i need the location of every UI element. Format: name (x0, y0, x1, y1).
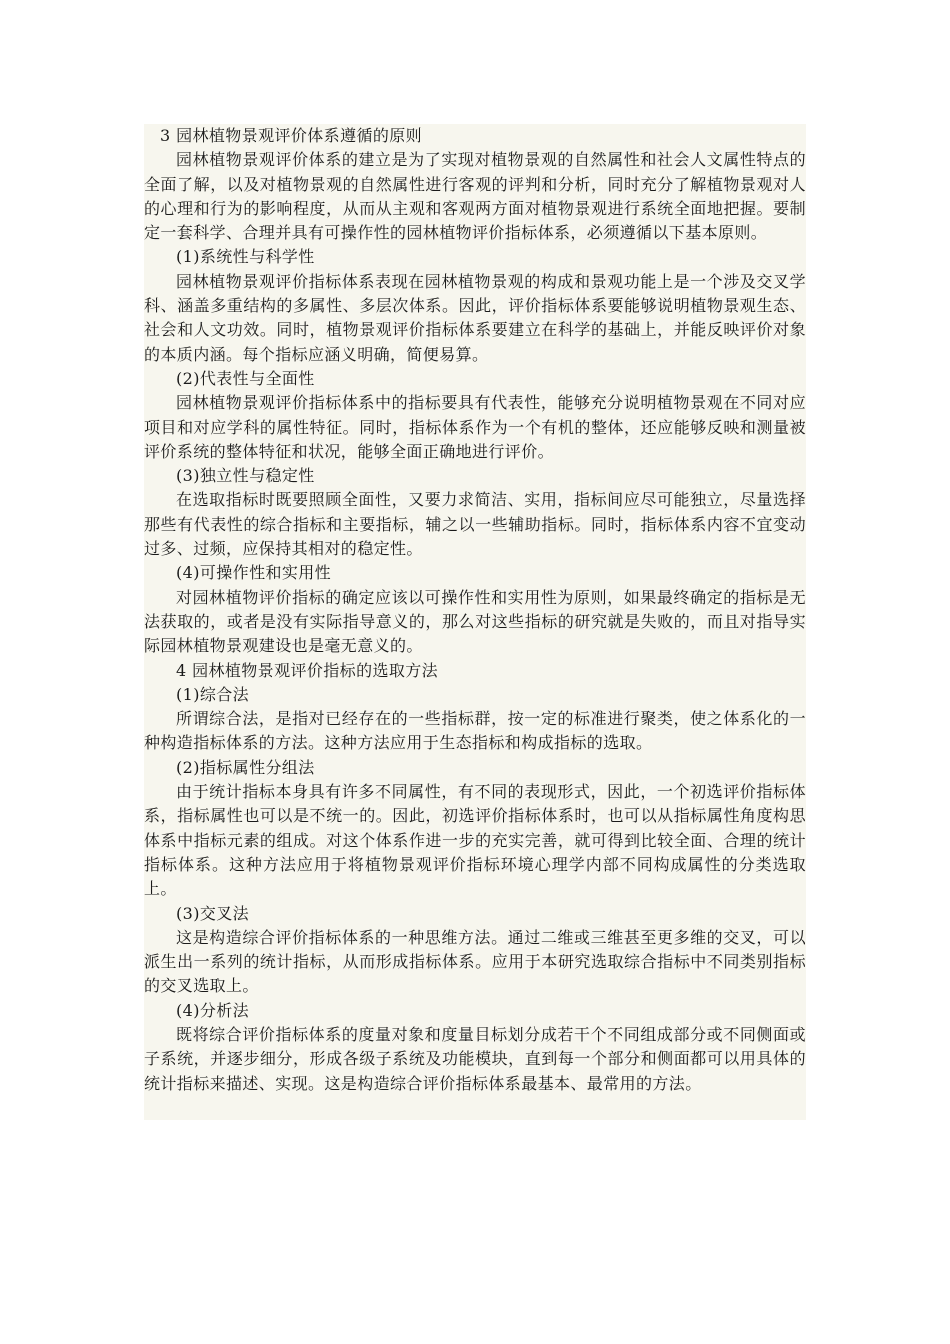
paragraph: 所谓综合法，是指对已经存在的一些指标群，按一定的标准进行聚类，使之体系化的一种构造指标体系的方法。这种方法应用于生态指标和构成指标的选取。 (144, 709, 806, 753)
paragraph: 园林植物景观评价体系的建立是为了实现对植物景观的自然属性和社会人文属性特点的全面了解，以及对植物景观的自然属性进行客观的评判和分析，同时充分了解植物景观对人的心理和行为的影响程度，从而从主观和客观两方面对植物景观进行系统全面地把握。要制定一套科学、合理并具有可操作性的园林植物评价指标体系，必须遵循以下基本原则。 (144, 150, 806, 243)
subsection-heading: (1)系统性与科学性 (176, 247, 315, 267)
subsection-heading: (2)代表性与全面性 (176, 368, 315, 388)
paragraph: 这是构造综合评价指标体系的一种思维方法。通过二维或三维甚至更多维的交叉，可以派生出一系列的统计指标，从而形成指标体系。应用于本研究选取综合指标中不同类别指标的交叉选取上。 (144, 927, 806, 996)
paragraph: 在选取指标时既要照顾全面性，又要力求简洁、实用，指标间应尽可能独立，尽量选择那些有代表性的综合指标和主要指标，辅之以一些辅助指标。同时，指标体系内容不宜变动过多、过频，应保持其相对的稳定性。 (144, 490, 806, 559)
section-heading-3: 3 园林植物景观评价体系遵循的原则 (160, 126, 423, 145)
paragraph: 对园林植物评价指标的确定应该以可操作性和实用性为原则，如果最终确定的指标是无法获取的，或者是没有实际指导意义的，那么对这些指标的研究就是失败的，而且对指导实际园林植物景观建设也是毫无意义的。 (144, 587, 806, 656)
paragraph: 园林植物景观评价指标体系中的指标要具有代表性，能够充分说明植物景观在不同对应项目和对应学科的属性特征。同时，指标体系作为一个有机的整体，还应能够反映和测量被评价系统的整体特征和状况，能够全面正确地进行评价。 (144, 393, 806, 461)
document-page (144, 124, 806, 1120)
section-heading-4: 4 园林植物景观评价指标的选取方法 (176, 660, 439, 680)
subsection-heading: (3)交叉法 (176, 903, 250, 923)
subsection-heading: (4)可操作性和实用性 (176, 563, 332, 583)
paragraph: 既将综合评价指标体系的度量对象和度量目标划分成若干个不同组成部分或不同侧面或子系统，并逐步细分，形成各级子系统及功能模块，直到每一个部分和侧面都可以用具体的统计指标来描述、实现。这是构造综合评价指标体系最基本、最常用的方法。 (144, 1024, 806, 1093)
paragraph: 园林植物景观评价指标体系表现在园林植物景观的构成和景观功能上是一个涉及交叉学科、涵盖多重结构的多属性、多层次体系。因此，评价指标体系要能够说明植物景观生态、社会和人文功效。同时，植物景观评价指标体系要建立在科学的基础上，并能反映评价对象的本质内涵。每个指标应涵义明确，简便易算。 (144, 271, 806, 364)
paragraph: 由于统计指标本身具有许多不同属性，有不同的表现形式，因此，一个初选评价指标体系，指标属性也可以是不统一的。因此，初选评价指标体系时，也可以从指标属性角度构思体系中指标元素的组成。对这个体系作进一步的充实完善，就可得到比较全面、合理的统计指标体系。这种方法应用于将植物景观评价指标环境心理学内部不同构成属性的分类选取上。 (144, 782, 806, 899)
subsection-heading: (3)独立性与稳定性 (176, 466, 315, 486)
subsection-heading: (4)分析法 (176, 1000, 250, 1020)
subsection-heading: (1)综合法 (176, 684, 250, 704)
subsection-heading: (2)指标属性分组法 (176, 757, 315, 777)
